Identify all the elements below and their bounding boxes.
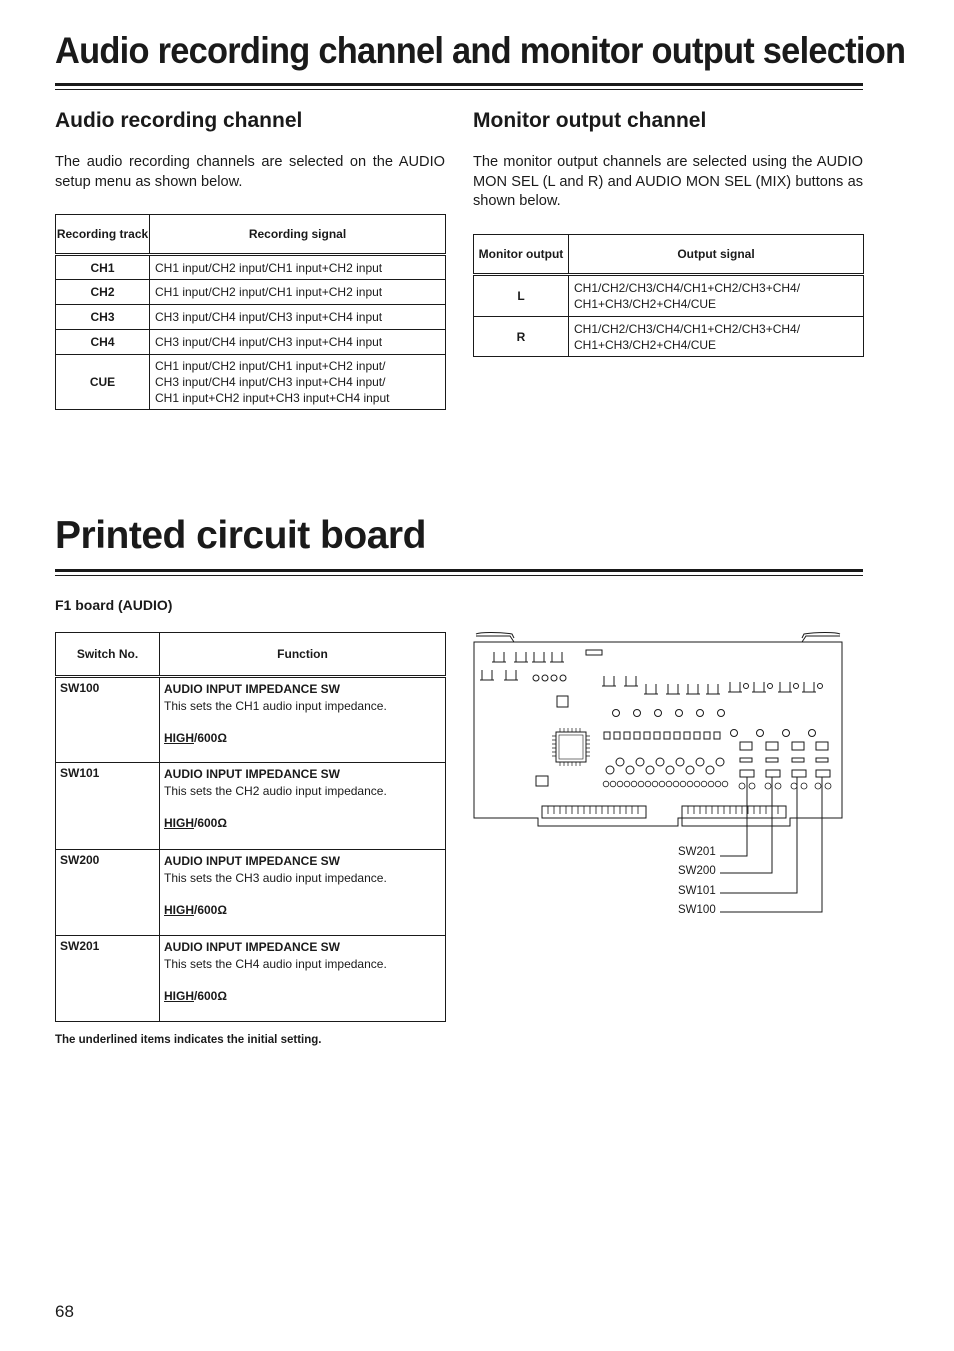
signal-cell: CH1 input/CH2 input/CH1 input+CH2 input xyxy=(150,280,446,305)
header-switch-no: Switch No. xyxy=(56,633,160,677)
component-circle xyxy=(809,730,816,737)
function-cell xyxy=(160,850,446,936)
default-option: HIGH xyxy=(164,989,194,1003)
pcb-leader-lines xyxy=(470,838,848,918)
function-title: AUDIO INPUT IMPEDANCE SW xyxy=(164,767,341,781)
component-square xyxy=(557,696,568,707)
function-options xyxy=(164,988,441,1005)
signal-line: CH1+CH3/CH2+CH4/CUE xyxy=(574,337,717,352)
signal-line: CH1/CH2/CH3/CH4/CH1+CH2/CH3+CH4/ xyxy=(574,281,801,295)
board-tab-left-edge xyxy=(476,633,514,639)
diagram-label-sw201: SW201 xyxy=(678,846,716,858)
component-circle xyxy=(783,730,790,737)
signal-line: CH1+CH3/CH2+CH4/CUE xyxy=(574,297,717,311)
signal-line: CH3 input/CH4 input/CH3 input+CH4 input/ xyxy=(155,375,386,389)
other-option: /600Ω xyxy=(194,903,227,917)
other-option: /600Ω xyxy=(194,816,227,830)
diagram-label-sw200: SW200 xyxy=(678,865,716,877)
table-row xyxy=(474,317,864,357)
title-rule-thick xyxy=(55,83,863,86)
component-circle xyxy=(613,710,620,717)
heading-f1-board: F1 board (AUDIO) xyxy=(55,597,173,613)
function-cell xyxy=(160,763,446,850)
connector-pins-right xyxy=(688,806,778,814)
heading-audio-recording-channel: Audio recording channel xyxy=(55,109,303,132)
switch-function-table xyxy=(55,632,446,1022)
default-option: HIGH xyxy=(164,816,194,830)
title-rule-thin xyxy=(55,575,863,576)
switch-blocks xyxy=(740,742,830,777)
table-row xyxy=(56,936,446,1022)
title-rule-thick xyxy=(55,569,863,572)
signal-cell xyxy=(569,275,864,317)
recording-channel-table xyxy=(55,214,446,410)
component-circle xyxy=(634,710,641,717)
switch-cell: SW101 xyxy=(56,763,160,850)
signal-cell: CH3 input/CH4 input/CH3 input+CH4 input xyxy=(150,305,446,330)
table-header-row xyxy=(56,215,446,255)
leader-sw101 xyxy=(720,777,797,838)
table-row xyxy=(56,355,446,410)
initial-setting-note: The underlined items indicates the initial setting. xyxy=(55,1034,322,1046)
function-options xyxy=(164,815,441,832)
function-cell xyxy=(160,936,446,1022)
signal-cell: CH1 input/CH2 input/CH1 input+CH2 input xyxy=(150,255,446,280)
signal-line: CH1 input/CH2 input/CH1 input+CH2 input/ xyxy=(155,359,386,373)
component-circle xyxy=(768,684,773,689)
header-output-signal: Output signal xyxy=(569,235,864,275)
function-cell xyxy=(160,677,446,763)
ic-chip-inner xyxy=(559,735,583,759)
section-title-printed-circuit-board: Printed circuit board xyxy=(55,514,426,557)
other-option: /600Ω xyxy=(194,989,227,1003)
ic-chip xyxy=(556,732,586,762)
default-option: HIGH xyxy=(164,731,194,745)
component-circle xyxy=(551,675,557,681)
component-circle xyxy=(718,710,725,717)
function-title: AUDIO INPUT IMPEDANCE SW xyxy=(164,940,341,954)
table-row xyxy=(56,850,446,936)
track-cell: CH4 xyxy=(56,330,150,355)
function-desc: This sets the CH3 audio input impedance. xyxy=(164,870,387,885)
function-desc: This sets the CH1 audio input impedance. xyxy=(164,698,387,713)
header-recording-signal: Recording signal xyxy=(150,215,446,255)
diagram-label-sw101: SW101 xyxy=(678,885,716,897)
component-circle xyxy=(744,684,749,689)
table-header-row xyxy=(56,633,446,677)
leader-sw101 xyxy=(720,838,797,893)
connector-left xyxy=(542,806,646,818)
switch-cell: SW100 xyxy=(56,677,160,763)
signal-line: CH1 input+CH2 input+CH3 input+CH4 input xyxy=(155,391,390,405)
table-row xyxy=(56,255,446,280)
component-sockets-left xyxy=(480,670,518,680)
component-circle xyxy=(560,675,566,681)
heading-monitor-output-channel: Monitor output channel xyxy=(473,109,707,132)
component-circle xyxy=(697,710,704,717)
component-sockets-top xyxy=(492,652,564,662)
track-cell: CH3 xyxy=(56,305,150,330)
capacitor-row xyxy=(606,758,724,774)
track-cell: CH2 xyxy=(56,280,150,305)
signal-cell: CH3 input/CH4 input/CH3 input+CH4 input xyxy=(150,330,446,355)
switch-cell: SW201 xyxy=(56,936,160,1022)
connector-pins-left xyxy=(548,806,638,814)
component-rect xyxy=(586,650,602,655)
monitor-intro: The monitor output channels are selected using the AUDIO MON SEL (L and R) and AUDIO MON SEL (MIX) buttons as shown below. xyxy=(473,154,863,209)
header-recording-track: Recording track xyxy=(56,215,150,255)
component-circle xyxy=(676,710,683,717)
table-row xyxy=(56,305,446,330)
diagram-label-sw100: SW100 xyxy=(678,904,716,916)
signal-cell xyxy=(569,317,864,357)
function-desc: This sets the CH2 audio input impedance. xyxy=(164,783,387,798)
function-desc: This sets the CH4 audio input impedance. xyxy=(164,956,387,971)
table-row xyxy=(56,763,446,850)
header-monitor-output: Monitor output xyxy=(474,235,569,275)
component-circle xyxy=(757,730,764,737)
switch-cell: SW200 xyxy=(56,850,160,936)
page-number: 68 xyxy=(55,1302,74,1321)
component-circle xyxy=(731,730,738,737)
output-cell: L xyxy=(474,275,569,317)
track-cell: CUE xyxy=(56,355,150,410)
pcb-diagram xyxy=(470,628,848,838)
signal-cell xyxy=(150,355,446,410)
board-tab-right xyxy=(802,636,840,642)
recording-intro: The audio recording channels are selected on the AUDIO setup menu as shown below. xyxy=(55,154,445,190)
table-row xyxy=(56,330,446,355)
function-title: AUDIO INPUT IMPEDANCE SW xyxy=(164,682,341,696)
leader-sw200 xyxy=(720,777,772,838)
component-sockets-row xyxy=(644,684,720,694)
section-title-audio-selection: Audio recording channel and monitor output selection xyxy=(55,30,906,71)
title-rule-thin xyxy=(55,89,863,90)
board-tab-right-edge xyxy=(802,633,840,639)
table-row xyxy=(56,280,446,305)
leader-sw100 xyxy=(720,838,822,912)
function-options xyxy=(164,902,441,919)
board-outline xyxy=(474,642,842,826)
component-circle xyxy=(818,684,823,689)
signal-line: CH1/CH2/CH3/CH4/CH1+CH2/CH3+CH4/ xyxy=(574,321,801,336)
component-circle xyxy=(794,684,799,689)
board-tab-left xyxy=(476,636,514,642)
resistor-row xyxy=(604,732,720,739)
monitor-output-table xyxy=(473,234,864,357)
component-sockets-mid xyxy=(602,676,638,686)
connector-right xyxy=(682,806,786,818)
header-function: Function xyxy=(160,633,446,677)
component-circle xyxy=(542,675,548,681)
output-cell: R xyxy=(474,317,569,357)
function-options xyxy=(164,730,441,747)
track-cell: CH1 xyxy=(56,255,150,280)
table-row xyxy=(474,275,864,317)
function-title: AUDIO INPUT IMPEDANCE SW xyxy=(164,854,341,868)
component-circle xyxy=(533,675,539,681)
other-option: /600Ω xyxy=(194,731,227,745)
default-option: HIGH xyxy=(164,903,194,917)
component-circle xyxy=(655,710,662,717)
table-header-row xyxy=(474,235,864,275)
ic-chip-pins xyxy=(552,728,590,766)
leader-sw201 xyxy=(720,838,747,856)
table-row xyxy=(56,677,446,763)
component-square xyxy=(536,776,548,786)
